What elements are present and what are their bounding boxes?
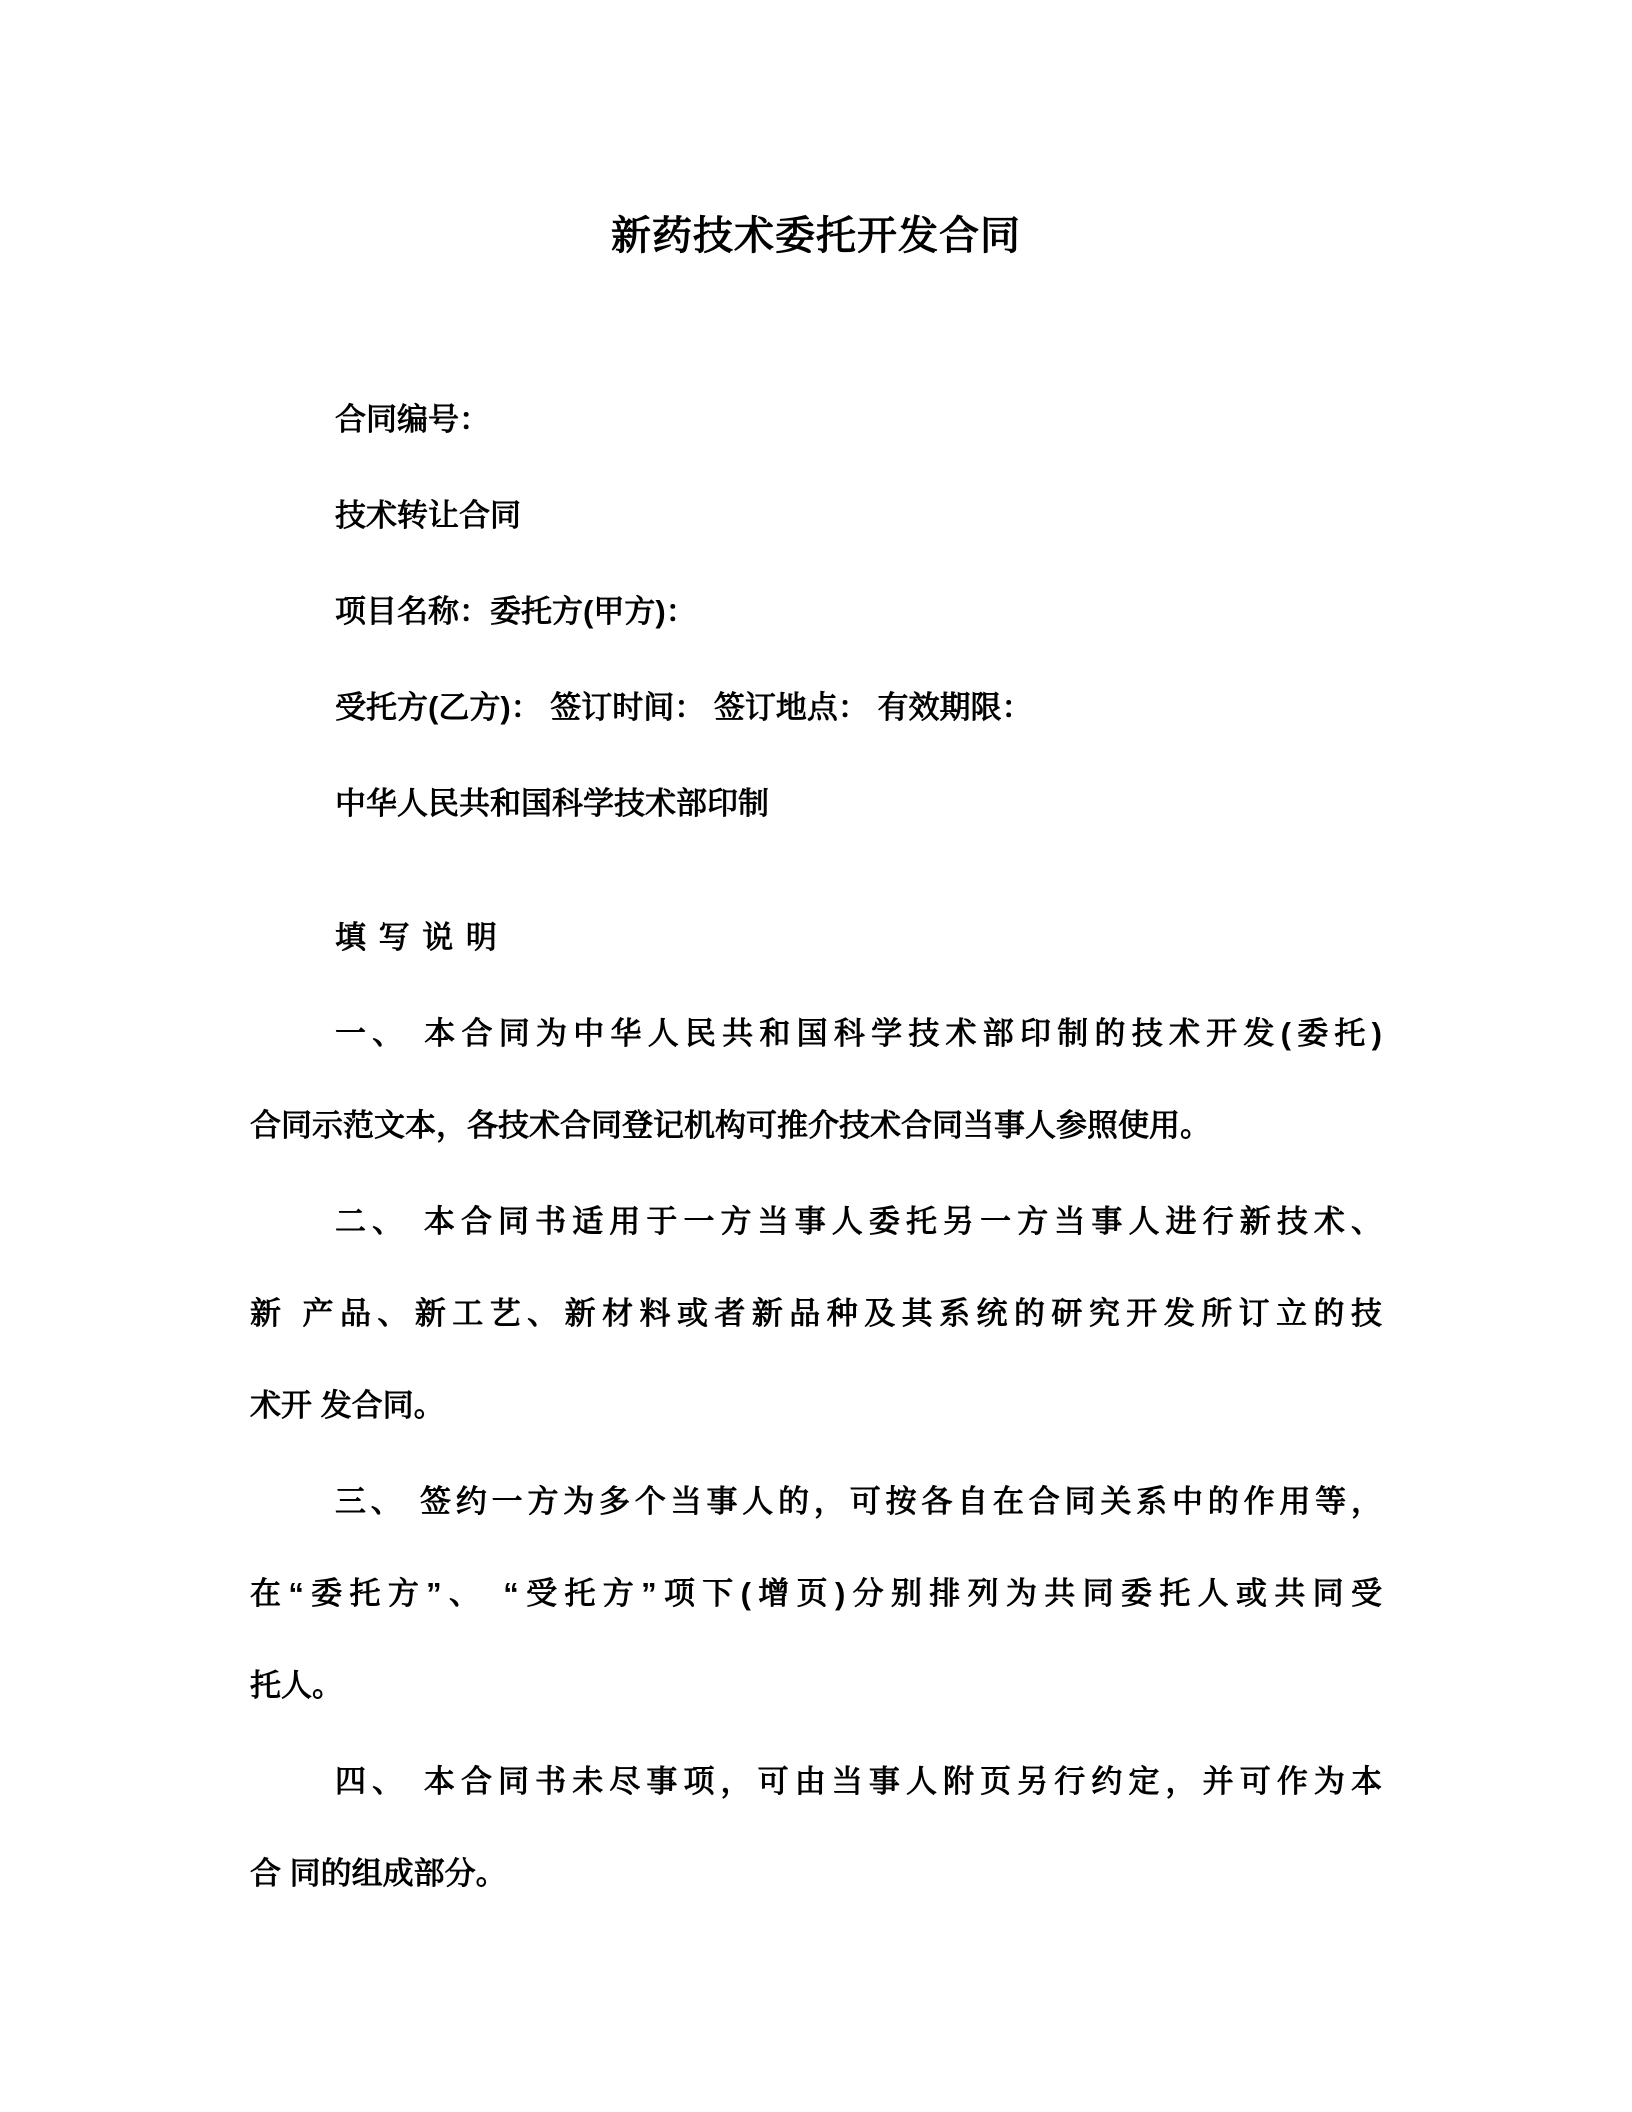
paragraph-line: 受托方(乙方)： 签订时间： 签订地点： 有效期限： (335, 690, 1033, 725)
document-title: 新药技术委托开发合同 (611, 214, 1021, 258)
instruction-item-2 (250, 1176, 1382, 1452)
project-name-line (250, 566, 1382, 658)
paragraph-line: 托人。 (250, 1668, 343, 1703)
parties-and-dates-line (250, 662, 1382, 754)
contract-number-line (250, 374, 1382, 466)
paragraph-line: 术开 发合同。 (250, 1388, 445, 1423)
paragraph-line: 中华人民共和国科学技术部印制 (335, 786, 769, 821)
contract-type-line (250, 470, 1382, 562)
paragraph-line: 新 产品、新工艺、新材料或者新品种及其系统的研究开发所订立的技 (250, 1296, 1382, 1331)
paragraph-line: 一、 本合同为中华人民共和国科学技术部印制的技术开发(委托) (335, 1016, 1382, 1051)
paragraph-line: 二、 本合同书适用于一方当事人委托另一方当事人进行新技术、 (335, 1204, 1382, 1239)
issuer-line (250, 758, 1382, 850)
paragraph-line: 在“委托方”、 “受托方”项下(增页)分别排列为共同委托人或共同受 (250, 1576, 1382, 1611)
paragraph-line: 合 同的组成部分。 (250, 1856, 507, 1891)
paragraph-line: 技术转让合同 (335, 498, 521, 533)
paragraph-line: 填 写 说 明 (335, 920, 499, 955)
instruction-item-4 (250, 1736, 1382, 1920)
paragraph-line: 合同示范文本，各技术合同登记机构可推介技术合同当事人参照使用。 (250, 1108, 1211, 1143)
document-body (250, 374, 1382, 1920)
paragraph-line: 项目名称：委托方(甲方)： (335, 594, 697, 629)
instruction-item-1 (250, 988, 1382, 1172)
instruction-item-3 (250, 1456, 1382, 1732)
paragraph-line: 合同编号： (335, 402, 490, 437)
paragraph-line: 四、 本合同书未尽事项，可由当事人附页另行约定，并可作为本 (335, 1764, 1382, 1799)
fill-instructions-heading (250, 892, 1382, 984)
paragraph-line: 三、 签约一方为多个当事人的，可按各自在合同关系中的作用等， (335, 1484, 1382, 1519)
